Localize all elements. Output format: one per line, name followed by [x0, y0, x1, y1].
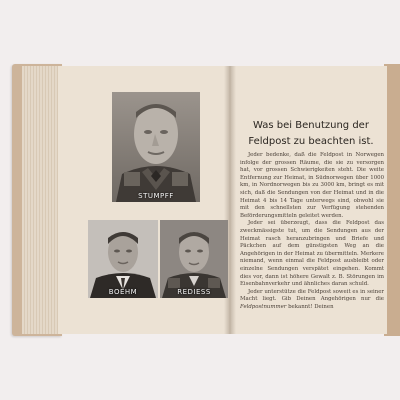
portrait-image [160, 220, 228, 298]
portrait-caption: REDIESS [177, 288, 211, 296]
portrait-caption: BOEHM [108, 288, 138, 296]
paragraph-tail: bekannt! Deinen [286, 303, 334, 310]
portrait-photo-boehm [88, 220, 158, 298]
emphasized-text: Feldpostnummer [240, 303, 287, 310]
paragraph: Jeder bedenke, daß die Feldpost in Norwegen infolge der grossen Räume, die sie zu versorgen hat, vor grossen Schwierigkeiten steht. Die weite Entfernung zur Heimat, in Südnorwegen über 1000 km, in Nordnorwegen bis zu 3000 km, bringt es mit sich, daß die Sendungen von der Heimat und in die Heimat 4 bis 14 Tage unterwegs sind, obwohl sie mit den schnellsten zur Verfügung stehenden Beförderungsmitteln geleitet werden. [240, 152, 384, 219]
section-heading: Was bei Benutzung der Feldpost zu beachten ist. [248, 120, 374, 147]
portrait-image [88, 220, 158, 298]
paragraph [240, 289, 384, 312]
portrait-image [112, 92, 200, 202]
portrait-caption: STUMPFF [138, 192, 174, 200]
body-text [240, 152, 384, 328]
page-stack [22, 66, 58, 334]
portrait-photo-rediess [160, 220, 228, 298]
paragraph: Jeder sei überzeugt, dass die Feldpost das zweckmässigste tut, um die Sendungen aus der Heimat rasch heranzubringen und Briefe und Päckchen auf dem günstigsten Weg an die Angehörigen in der Heimat zu übermitteln. Merkere niemand, wenn einmal die Feldpost ausbleibt oder einzelne Sendungen verspätet eingehen. Kommt dies vor, dann ist höhere Gewalt z. B. Störungen im Eisenbahnverkehr und ähnliches daran schuld. [240, 220, 384, 288]
portrait-photo-stumpff [112, 92, 200, 202]
paragraph-text: Jeder unterstütze die Feldpost soweit es in seiner Macht liegt. Gib Deinen Angehörigen nur die [240, 288, 384, 303]
